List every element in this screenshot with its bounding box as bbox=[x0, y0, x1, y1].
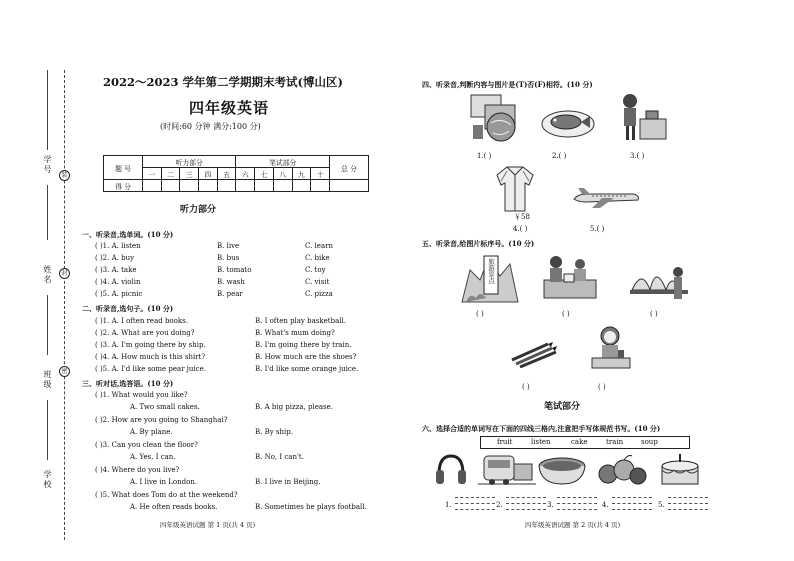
q3-option[interactable]: B. By ship. bbox=[255, 428, 293, 436]
q1-option[interactable]: B. wash bbox=[217, 278, 245, 286]
q2-option[interactable]: ( )1. A. I often read books. bbox=[95, 317, 188, 325]
score-cell[interactable] bbox=[273, 180, 292, 192]
writing-section-title: 笔试部分 bbox=[544, 402, 581, 412]
word-bank bbox=[480, 436, 690, 449]
shirt-price-tag: ￥58 bbox=[514, 213, 530, 221]
writing-line[interactable] bbox=[455, 503, 495, 504]
q6-item-number: 4. bbox=[602, 501, 609, 509]
q4-answer-blank[interactable]: 1.( ) bbox=[477, 152, 492, 160]
score-table bbox=[103, 155, 369, 192]
writing-line[interactable] bbox=[668, 497, 708, 498]
class-line bbox=[47, 400, 48, 460]
pencils-picture bbox=[508, 336, 558, 368]
sign-text: 旅游景点 bbox=[487, 258, 495, 284]
question-number: 五 bbox=[217, 168, 236, 180]
exam-subject: 四年级英语 bbox=[189, 99, 270, 117]
q1-option[interactable]: C. visit bbox=[305, 278, 330, 286]
q5-answer-blank[interactable]: ( ) bbox=[562, 310, 570, 318]
train-picture bbox=[478, 450, 536, 490]
headphones-picture bbox=[435, 452, 467, 488]
fish-plate-picture bbox=[540, 104, 596, 140]
writing-line[interactable] bbox=[668, 509, 708, 510]
page-footer-left: 四年级英语试题 第 1 页(共 4 页) bbox=[160, 521, 256, 529]
q4-answer-blank[interactable]: 3.( ) bbox=[630, 152, 645, 160]
page-footer-right: 四年级英语试题 第 2 页(共 4 页) bbox=[525, 521, 621, 529]
q1-option[interactable]: C. learn bbox=[305, 242, 333, 250]
total-score-cell[interactable] bbox=[330, 180, 369, 192]
shirt-picture bbox=[495, 165, 535, 213]
student-id-label: 学号 bbox=[43, 155, 52, 175]
binding-mark: 装 bbox=[59, 170, 70, 181]
q3-option[interactable]: A. He often reads books. bbox=[130, 503, 218, 511]
writing-line[interactable] bbox=[612, 497, 652, 498]
score-cell[interactable] bbox=[292, 180, 311, 192]
writing-line[interactable] bbox=[455, 509, 495, 510]
exam-title: 2022～2023 学年第二学期期末考试(博山区) bbox=[103, 75, 343, 89]
q1-option[interactable]: C. toy bbox=[305, 266, 326, 274]
student-id-line bbox=[47, 185, 48, 240]
q3-question: ( )5. What does Tom do at the weekend? bbox=[95, 491, 238, 499]
q4-answer-blank[interactable]: 2.( ) bbox=[552, 152, 567, 160]
q2-option[interactable]: B. I often play basketball. bbox=[255, 317, 346, 325]
airplane-picture bbox=[572, 186, 642, 210]
q3-question: ( )1. What would you like? bbox=[95, 391, 188, 399]
q2-option[interactable]: B. I'm going there by train. bbox=[255, 341, 352, 349]
q5-answer-blank[interactable]: ( ) bbox=[476, 310, 484, 318]
question-number: 十 bbox=[311, 168, 330, 180]
q6-item-number: 2. bbox=[496, 501, 503, 509]
q1-option[interactable]: ( )2. A. buy bbox=[95, 254, 135, 262]
q6-item-number: 5. bbox=[658, 501, 665, 509]
q1-title: 一、听录音,选单词。(10 分) bbox=[82, 230, 174, 239]
q6-item-number: 3. bbox=[547, 501, 554, 509]
score-row-label: 题 号 bbox=[104, 156, 143, 180]
question-number: 八 bbox=[273, 168, 292, 180]
writing-line[interactable] bbox=[506, 509, 546, 510]
score-cell[interactable] bbox=[161, 180, 180, 192]
writing-line[interactable] bbox=[557, 503, 597, 504]
girl-eating-picture bbox=[588, 324, 634, 370]
q3-option[interactable]: B. A big pizza, please. bbox=[255, 403, 334, 411]
writing-line[interactable] bbox=[557, 509, 597, 510]
q4-answer-blank[interactable]: 5.( ) bbox=[590, 225, 605, 233]
binding-mark: 密 bbox=[59, 366, 70, 377]
student-id-line bbox=[47, 70, 48, 150]
fruit-picture bbox=[596, 452, 648, 488]
q1-option[interactable]: B. bus bbox=[217, 254, 240, 262]
q5-title: 五、听录音,给图片标序号。(10 分) bbox=[422, 239, 535, 248]
name-label: 姓名 bbox=[43, 265, 52, 285]
word-bank-item: cake bbox=[571, 438, 588, 446]
writing-line[interactable] bbox=[612, 509, 652, 510]
writing-header: 笔试部分 bbox=[236, 156, 330, 168]
question-number: 九 bbox=[292, 168, 311, 180]
q1-option[interactable]: B. pear bbox=[217, 290, 243, 298]
q5-answer-blank[interactable]: ( ) bbox=[598, 383, 606, 391]
q6-title: 六、选择合适的单词写在下面的四线三格内,注意把手写体规范书写。(10 分) bbox=[422, 424, 661, 433]
word-bank-item: listen bbox=[531, 438, 551, 446]
q2-option[interactable]: B. How much are the shoes? bbox=[255, 353, 357, 361]
q1-option[interactable]: ( )3. A. take bbox=[95, 266, 137, 274]
q5-answer-blank[interactable]: ( ) bbox=[650, 310, 658, 318]
question-number: 六 bbox=[236, 168, 255, 180]
q1-option[interactable]: B. tomato bbox=[217, 266, 252, 274]
q3-option[interactable]: B. I live in Beijing. bbox=[255, 478, 321, 486]
q4-answer-blank[interactable]: 4.( ) bbox=[513, 225, 528, 233]
q2-option[interactable]: ( )5. A. I'd like some pear juice. bbox=[95, 365, 206, 373]
family-picture bbox=[540, 252, 602, 302]
name-line bbox=[47, 295, 48, 355]
q1-option[interactable]: ( )1. A. listen bbox=[95, 242, 141, 250]
globe-map-picture bbox=[465, 93, 525, 145]
soup-bowl-picture bbox=[537, 456, 587, 486]
q3-question: ( )4. Where do you live? bbox=[95, 466, 180, 474]
listening-header: 听力部分 bbox=[143, 156, 236, 168]
writing-line[interactable] bbox=[668, 503, 708, 504]
q1-option[interactable]: C. bike bbox=[305, 254, 330, 262]
q4-title: 四、听录音,判断内容与图片是(T)否(F)相符。(10 分) bbox=[422, 80, 593, 89]
score-cell[interactable] bbox=[236, 180, 255, 192]
q1-option[interactable]: ( )4. A. violin bbox=[95, 278, 141, 286]
score-cell[interactable] bbox=[255, 180, 274, 192]
word-bank-item: fruit bbox=[497, 438, 513, 446]
q2-option[interactable]: B. What's mum doing? bbox=[255, 329, 335, 337]
q1-option[interactable]: B. live bbox=[217, 242, 240, 250]
q3-question: ( )2. How are you going to Shanghai? bbox=[95, 416, 228, 424]
binding-mark: 封 bbox=[59, 268, 70, 279]
question-number: 一 bbox=[143, 168, 162, 180]
exam-info: (时间:60 分钟 满分:100 分) bbox=[160, 122, 261, 131]
total-header: 总 分 bbox=[330, 156, 369, 180]
q2-option[interactable]: ( )2. A. What are you doing? bbox=[95, 329, 195, 337]
listening-section-title: 听力部分 bbox=[180, 205, 217, 215]
word-bank-item: train bbox=[606, 438, 624, 446]
writing-line[interactable] bbox=[455, 497, 495, 498]
question-number: 四 bbox=[199, 168, 218, 180]
q1-option[interactable]: C. pizza bbox=[305, 290, 333, 298]
question-number: 七 bbox=[255, 168, 274, 180]
score-cell[interactable] bbox=[199, 180, 218, 192]
school-label: 学校 bbox=[43, 470, 52, 490]
q2-title: 二、听录音,选句子。(10 分) bbox=[82, 304, 174, 313]
q1-option[interactable]: ( )5. A. picnic bbox=[95, 290, 143, 298]
q3-option[interactable]: A. By plane. bbox=[130, 428, 173, 436]
q3-title: 三、听对话,选答语。(10 分) bbox=[82, 379, 174, 388]
q6-item-number: 1. bbox=[445, 501, 452, 509]
q5-answer-blank[interactable]: ( ) bbox=[522, 383, 530, 391]
q3-question: ( )3. Can you clean the floor? bbox=[95, 441, 198, 449]
q2-option[interactable]: B. I'd like some orange juice. bbox=[255, 365, 359, 373]
writing-line[interactable] bbox=[506, 503, 546, 504]
q3-option[interactable]: B. Sometimes he plays football. bbox=[255, 503, 367, 511]
question-number: 二 bbox=[161, 168, 180, 180]
cooking-person-picture bbox=[618, 93, 668, 143]
word-bank-item: soup bbox=[641, 438, 658, 446]
sydney-opera-picture bbox=[628, 250, 690, 304]
question-number: 三 bbox=[180, 168, 199, 180]
score-row-label: 得 分 bbox=[104, 180, 143, 192]
cake-picture bbox=[658, 452, 702, 488]
score-cell[interactable] bbox=[143, 180, 162, 192]
score-cell[interactable] bbox=[180, 180, 199, 192]
q3-option[interactable]: A. Two small cakes. bbox=[130, 403, 200, 411]
q3-option[interactable]: B. No, I can't. bbox=[255, 453, 304, 461]
q2-option[interactable]: ( )3. A. I'm going there by ship. bbox=[95, 341, 206, 349]
score-cell[interactable] bbox=[311, 180, 330, 192]
writing-line[interactable] bbox=[612, 503, 652, 504]
writing-line[interactable] bbox=[506, 497, 546, 498]
q2-option[interactable]: ( )4. A. How much is this shirt? bbox=[95, 353, 206, 361]
score-cell[interactable] bbox=[217, 180, 236, 192]
q3-option[interactable]: A. Yes, I can. bbox=[130, 453, 176, 461]
class-label: 班级 bbox=[43, 370, 52, 390]
writing-line[interactable] bbox=[557, 497, 597, 498]
binding-line bbox=[64, 70, 65, 540]
q3-option[interactable]: A. I live in London. bbox=[130, 478, 198, 486]
